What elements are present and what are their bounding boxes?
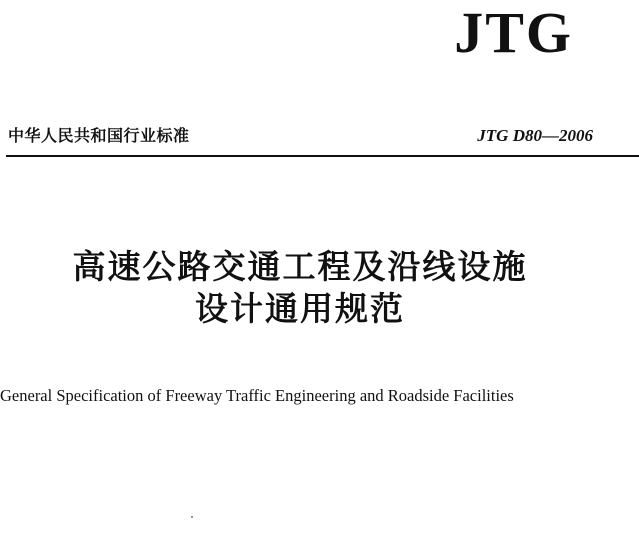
document-title <box>0 246 600 330</box>
english-title: General Specification of Freeway Traffic Engineering and Roadside Facilities <box>0 386 514 405</box>
standard-number: JTG D80—2006 <box>477 126 593 145</box>
standard-category: 中华人民共和国行业标准 <box>8 126 190 145</box>
scan-speck <box>191 516 193 518</box>
jtg-logo: JTG <box>454 0 573 65</box>
header-divider <box>6 155 639 157</box>
title-line-1: 高速公路交通工程及沿线设施 <box>72 247 528 286</box>
title-line-2: 设计通用规范 <box>195 289 405 328</box>
